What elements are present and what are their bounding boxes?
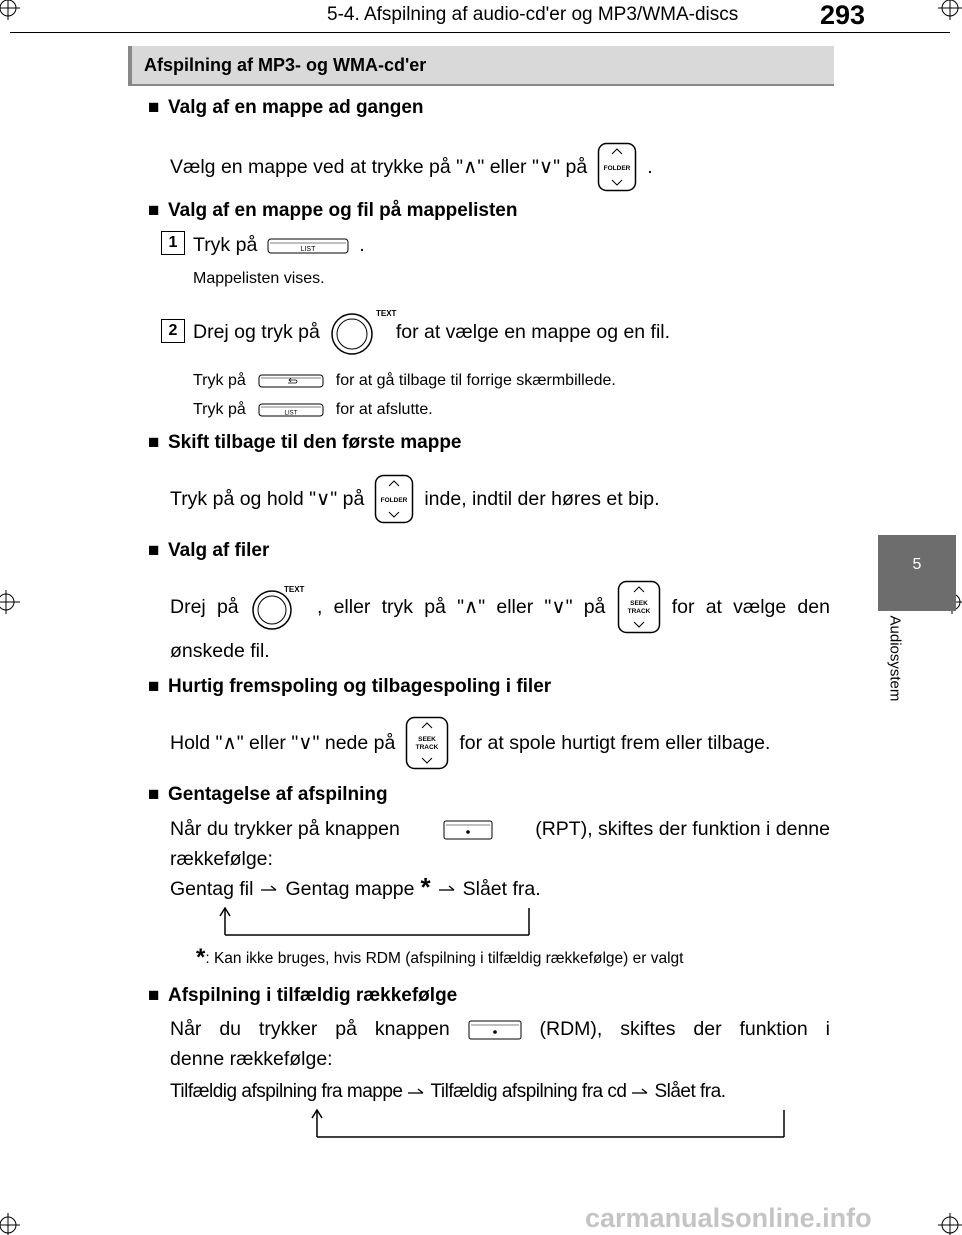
arrow-right-icon xyxy=(406,1081,426,1103)
registration-mark-icon xyxy=(938,1211,962,1235)
rpt-button-icon xyxy=(443,819,493,841)
svg-text:FOLDER: FOLDER xyxy=(603,165,631,172)
seek-text: Hold "∧" eller "∨" nede på SEEK TRACK for at spole hurtigt frem eller tilbage. xyxy=(170,716,770,770)
registration-mark-icon xyxy=(0,590,22,614)
heading-repeat: ■ Gentagelse af afspilning xyxy=(148,784,388,805)
registration-mark-icon xyxy=(0,0,22,22)
arrow-right-icon xyxy=(630,1081,650,1103)
page-number: 293 xyxy=(820,0,866,30)
step-2-badge: 2 xyxy=(161,319,185,343)
arrow-right-icon xyxy=(437,878,457,900)
watermark: carmanualsonline.info xyxy=(585,1203,872,1233)
repeat-line2: rækkefølge: xyxy=(170,848,273,870)
folder-once-text: Vælg en mappe ved at trykke på "∧" eller "∨" på FOLDER . xyxy=(170,142,653,192)
folder-button-icon xyxy=(597,142,637,192)
note-back: Tryk på for at gå tilbage til forrige skærmbillede. xyxy=(193,372,616,389)
chapter-tab: 5 xyxy=(878,535,956,611)
step-2-text: Drej og tryk på TEXT for at vælge en mappe og en fil. xyxy=(193,306,670,358)
seek-track-button-icon xyxy=(405,716,449,770)
repeat-line1: Når du trykker på knappen (RPT), skiftes der funktion i denne xyxy=(170,818,830,840)
random-cycle-arrow xyxy=(308,1106,790,1142)
svg-text:LIST: LIST xyxy=(300,245,316,253)
repeat-sequence: Gentag fil Gentag mappe * Slået fra. xyxy=(170,872,541,902)
list-button-icon xyxy=(267,237,349,255)
text-knob-icon xyxy=(250,582,306,632)
repeat-footnote: *: Kan ikke bruges, hvis RDM (afspilning i tilfældig rækkefølge) er valgt xyxy=(196,944,684,971)
random-line1: Når du trykker på knappen (RDM), skiftes der funktion i xyxy=(170,1018,830,1040)
seek-track-button-icon xyxy=(617,580,661,634)
heading-folder-list: ■ Valg af en mappe og fil på mappelisten xyxy=(148,200,518,221)
step-1-note: Mappelisten vises. xyxy=(193,270,325,287)
heading-random: ■ Afspilning i tilfældig rækkefølge xyxy=(148,985,458,1006)
arrow-right-icon xyxy=(259,878,279,900)
registration-mark-icon xyxy=(0,1211,22,1235)
heading-first-folder: ■ Skift tilbage til den første mappe xyxy=(148,432,462,453)
random-line2: denne rækkefølge: xyxy=(170,1048,333,1070)
file-select-line1: Drej på TEXT , eller tryk på "∧" eller "∨" på SEEK TRACK for at vælge den xyxy=(170,580,830,634)
header-rule xyxy=(10,32,950,33)
section-title-bar xyxy=(128,46,834,86)
heading-folder-once: ■ Valg af en mappe ad gangen xyxy=(148,97,424,118)
svg-text:TRACK: TRACK xyxy=(415,744,439,751)
heading-file-select: ■ Valg af filer xyxy=(148,540,270,561)
file-select-line2: ønskede fil. xyxy=(170,640,270,662)
list-button-icon xyxy=(258,402,324,418)
folder-button-icon xyxy=(374,474,414,524)
svg-text:SEEK: SEEK xyxy=(629,600,648,607)
step-1-text: Tryk på LIST . xyxy=(193,234,365,256)
svg-text:TEXT: TEXT xyxy=(375,309,397,318)
random-sequence: Tilfældig afspilning fra mappe Tilfældig afspilning fra cd Slået fra. xyxy=(170,1081,726,1102)
repeat-cycle-arrow xyxy=(214,904,534,942)
note-exit: Tryk på LIST for at afslutte. xyxy=(193,401,433,418)
registration-mark-icon xyxy=(938,0,962,22)
svg-text:FOLDER: FOLDER xyxy=(380,497,408,504)
heading-seek: ■ Hurtig fremspoling og tilbagespoling i filer xyxy=(148,676,552,697)
first-folder-text: Tryk på og hold "∨" på FOLDER inde, indtil der høres et bip. xyxy=(170,474,660,524)
svg-text:LIST: LIST xyxy=(284,410,298,417)
svg-text:TEXT: TEXT xyxy=(283,585,305,594)
svg-text:TRACK: TRACK xyxy=(627,608,650,615)
page-title: 5-4. Afspilning af audio-cd'er og MP3/WMA-discs xyxy=(327,4,739,25)
back-button-icon xyxy=(258,373,324,389)
svg-text:SEEK: SEEK xyxy=(418,736,437,743)
chapter-label: Audiosystem xyxy=(886,615,904,702)
section-title: Afspilning af MP3- og WMA-cd'er xyxy=(144,55,427,75)
rdm-button-icon xyxy=(468,1019,522,1041)
step-1-badge: 1 xyxy=(161,231,185,255)
text-knob-icon xyxy=(328,306,397,358)
